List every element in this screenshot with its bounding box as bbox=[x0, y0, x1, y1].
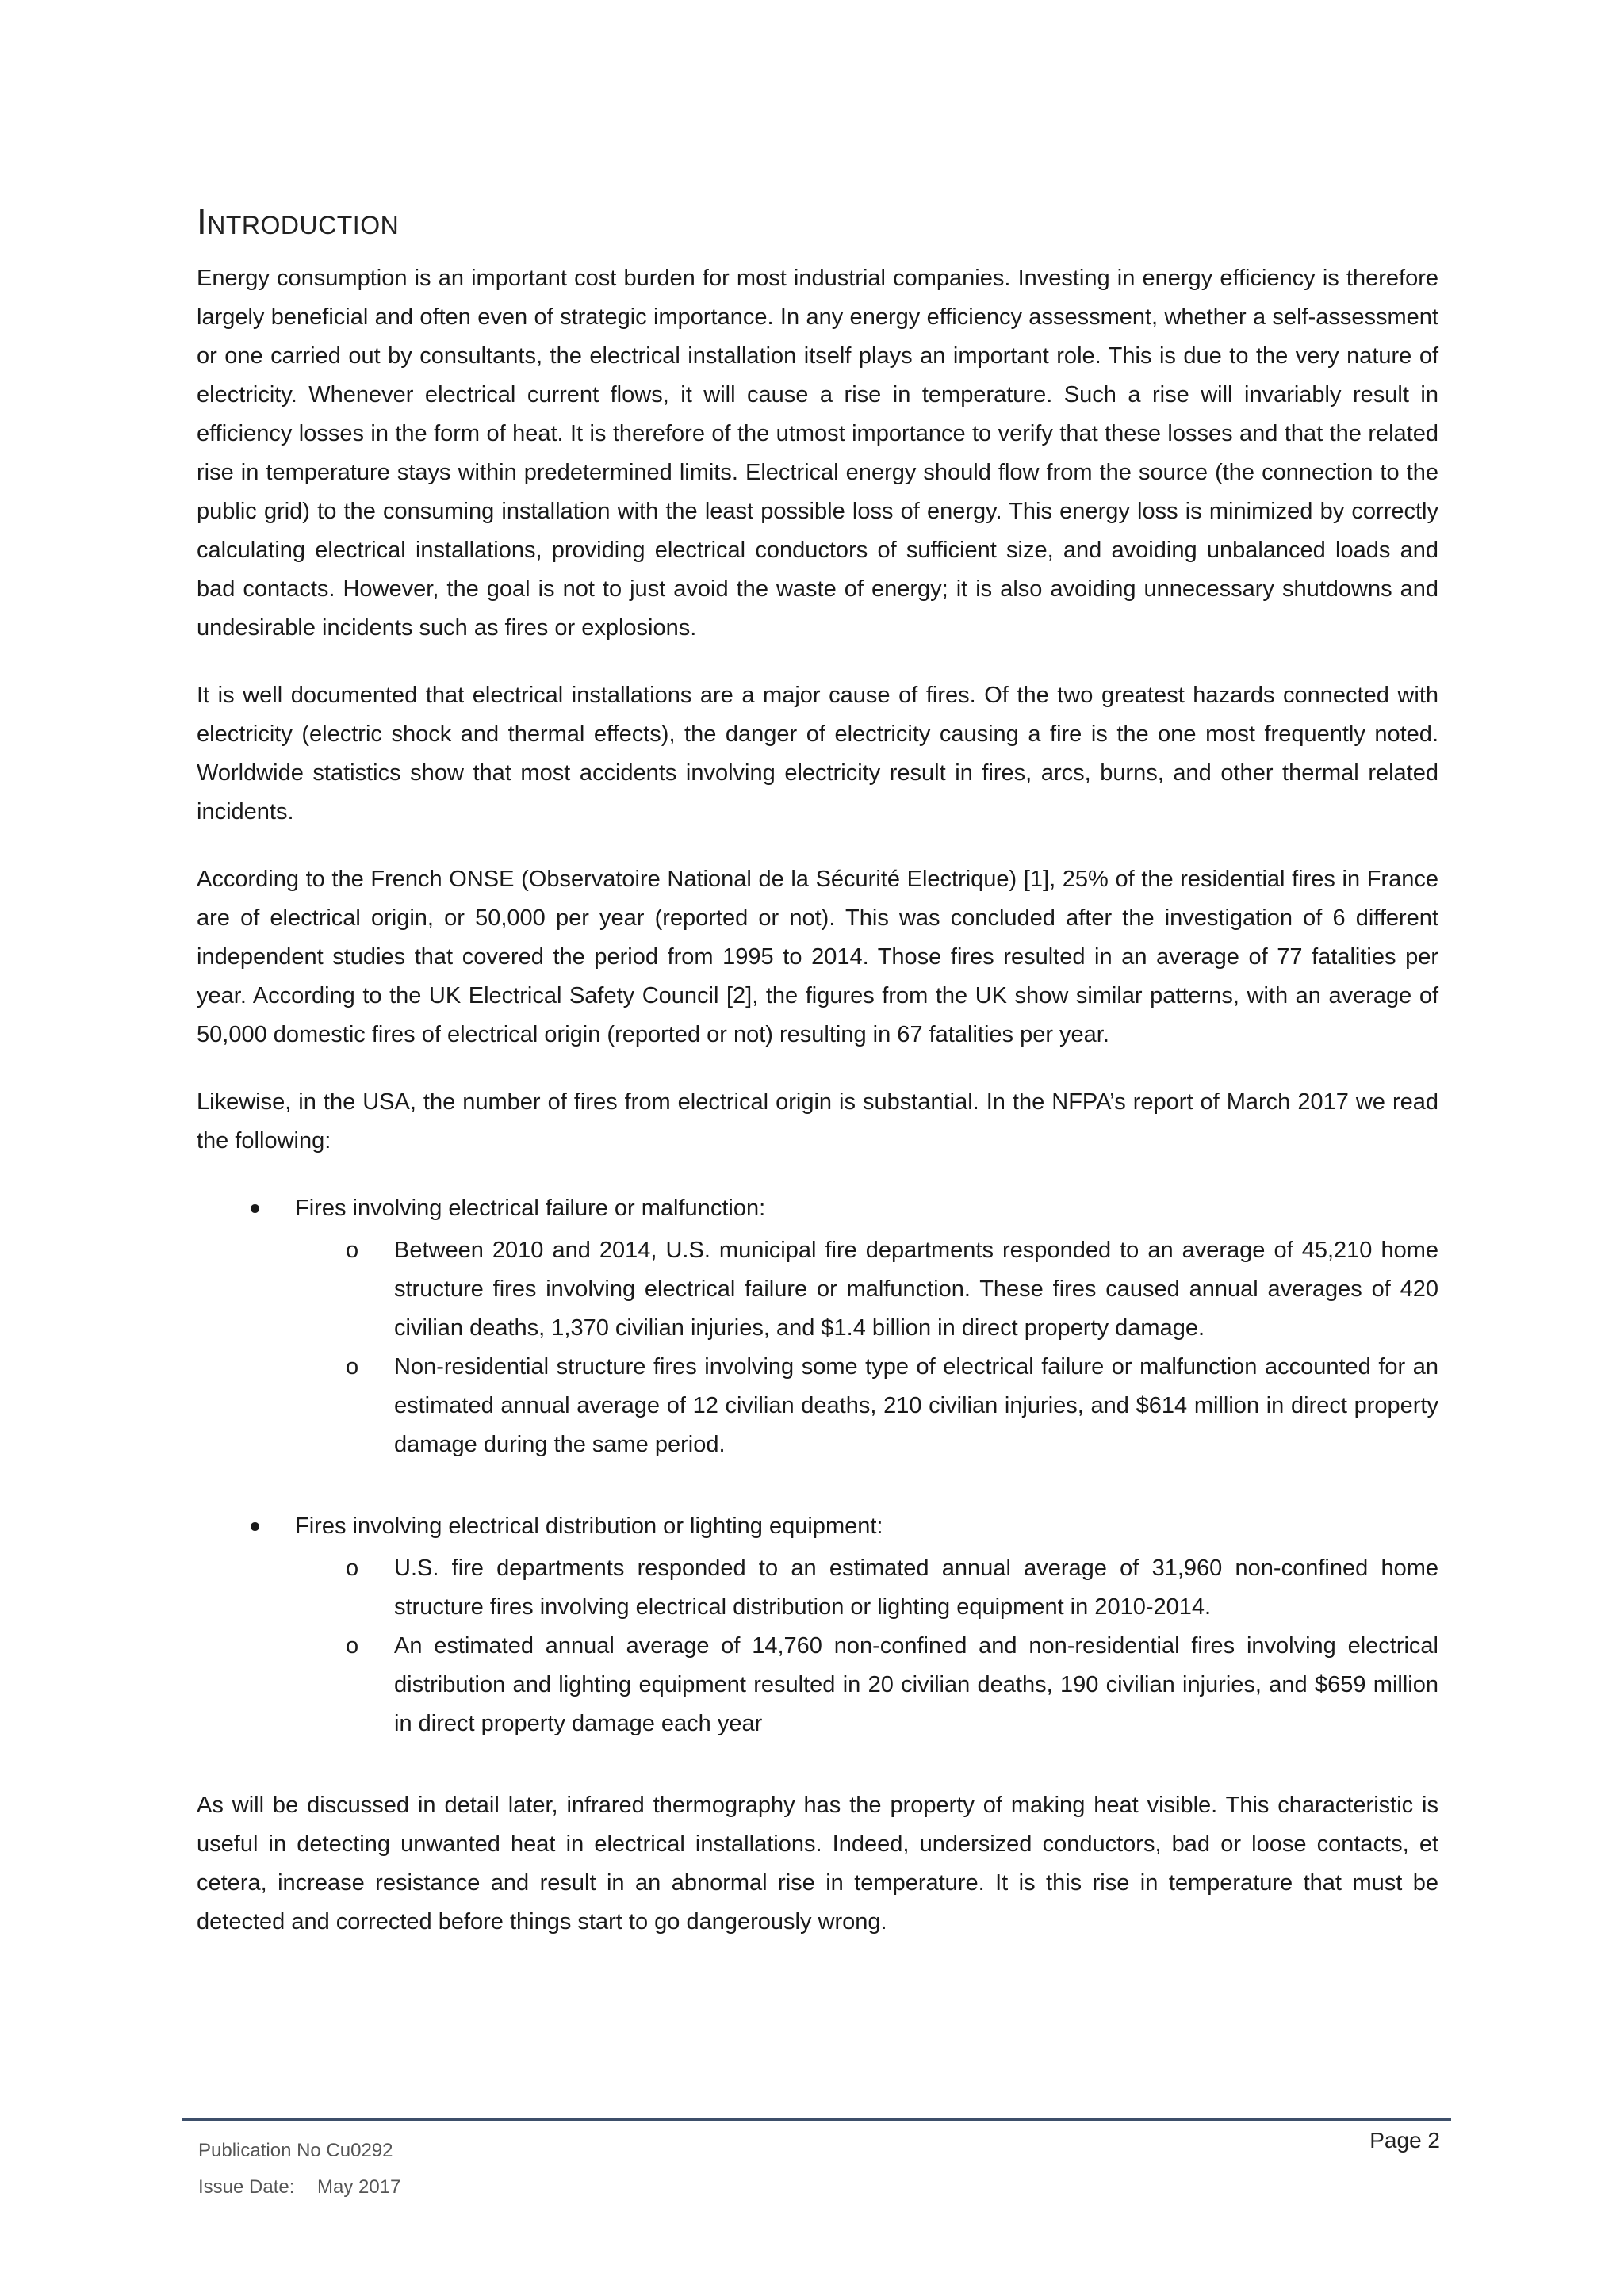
bullet-item bbox=[197, 1507, 1438, 1743]
issue-date-label: Issue Date: bbox=[198, 2176, 295, 2198]
sub-bullet-item: o An estimated annual average of 14,760 non-confined and non-residential fires involving electrical distribution and lighting equipment resulted in 20 civilian deaths, 190 civilian injuries, and $659 million in direct property damage each year bbox=[295, 1627, 1438, 1743]
sub-bullet-list bbox=[295, 1549, 1438, 1743]
footer-info bbox=[198, 2133, 400, 2206]
paragraph-energy-consumption: Energy consumption is an important cost burden for most industrial companies. Investing in energy efficiency is therefore largely beneficial and often even of strategic importance. In any energy efficiency assessment, whether a self-assessment or one carried out by consultants, the electrical installation itself plays an important role. This is due to the very nature of electricity. Whenever electrical current flows, it will cause a rise in temperature. Such a rise will invariably result in efficiency losses in the form of heat. It is therefore of the utmost importance to verify that these losses and that the related rise in temperature stays within predetermined limits. Electrical energy should flow from the source (the connection to the public grid) to the consuming installation with the least possible loss of energy. This energy loss is minimized by correctly calculating electrical installations, providing electrical conductors of sufficient size, and avoiding unbalanced loads and bad contacts. However, the goal is not to just avoid the waste of energy; it is also avoiding unnecessary shutdowns and undesirable incidents such as fires or explosions. bbox=[197, 266, 1438, 641]
issue-date-row bbox=[198, 2169, 400, 2206]
footer-divider bbox=[182, 2118, 1451, 2121]
bullet-item bbox=[197, 1189, 1438, 1464]
nfpa-bullet-list bbox=[197, 1189, 1438, 1743]
bullet-label: Fires involving electrical failure or malfunction: bbox=[295, 1196, 766, 1222]
page-content bbox=[197, 200, 1438, 1970]
publication-number: Publication No Cu0292 bbox=[198, 2140, 393, 2161]
paragraph-fire-hazards: It is well documented that electrical installations are a major cause of fires. Of the two greatest hazards connected with electricity (electric shock and thermal effects), the danger of electricity causing a fire is the one most frequently noted. Worldwide statistics show that most accidents involving electricity result in fires, arcs, burns, and other thermal related incidents. bbox=[197, 683, 1438, 825]
sub-bullet-item: o Between 2010 and 2014, U.S. municipal fire departments responded to an average of 45,210 home structure fires involving electrical failure or malfunction. These fires caused annual averages of 420 civilian deaths, 1,370 civilian injuries, and $1.4 billion in direct property damage. bbox=[295, 1231, 1438, 1348]
paragraph-onse-statistics: According to the French ONSE (Observatoire National de la Sécurité Electrique) [1], 25% of the residential fires in France are of electrical origin, or 50,000 per year (reported or not). This was concluded after the investigation of 6 different independent studies that covered the period from 1995 to 2014. Those fires resulted in an average of 77 fatalities per year. According to the UK Electrical Safety Council [2], the figures from the UK show similar patterns, with an average of 50,000 domestic fires of electrical origin (reported or not) resulting in 67 fatalities per year. bbox=[197, 867, 1438, 1048]
sub-bullet-item: o U.S. fire departments responded to an estimated annual average of 31,960 non-confined home structure fires involving electrical distribution or lighting equipment in 2010-2014. bbox=[295, 1549, 1438, 1627]
bullet-label: Fires involving electrical distribution or lighting equipment: bbox=[295, 1513, 883, 1540]
issue-date-value: May 2017 bbox=[317, 2176, 401, 2198]
sub-bullet-list bbox=[295, 1231, 1438, 1464]
page-number: Page 2 bbox=[1369, 2128, 1440, 2152]
sub-bullet-item: o Non-residential structure fires involving some type of electrical failure or malfunction accounted for an estimated annual average of 12 civilian deaths, 210 civilian injuries, and $614 million in direct property damage during the same period. bbox=[295, 1348, 1438, 1464]
section-title: Introduction bbox=[197, 201, 400, 242]
paragraph-infrared-thermography: As will be discussed in detail later, infrared thermography has the property of making heat visible. This characteristic is useful in detecting unwanted heat in electrical installations. Indeed, undersized conductors, bad or loose contacts, et cetera, increase resistance and result in an abnormal rise in temperature. It is this rise in temperature that must be detected and corrected before things start to go dangerously wrong. bbox=[197, 1793, 1438, 1935]
paragraph-usa-nfpa: Likewise, in the USA, the number of fires from electrical origin is substantial. In the NFPA’s report of March 2017 we read the following: bbox=[197, 1089, 1438, 1154]
